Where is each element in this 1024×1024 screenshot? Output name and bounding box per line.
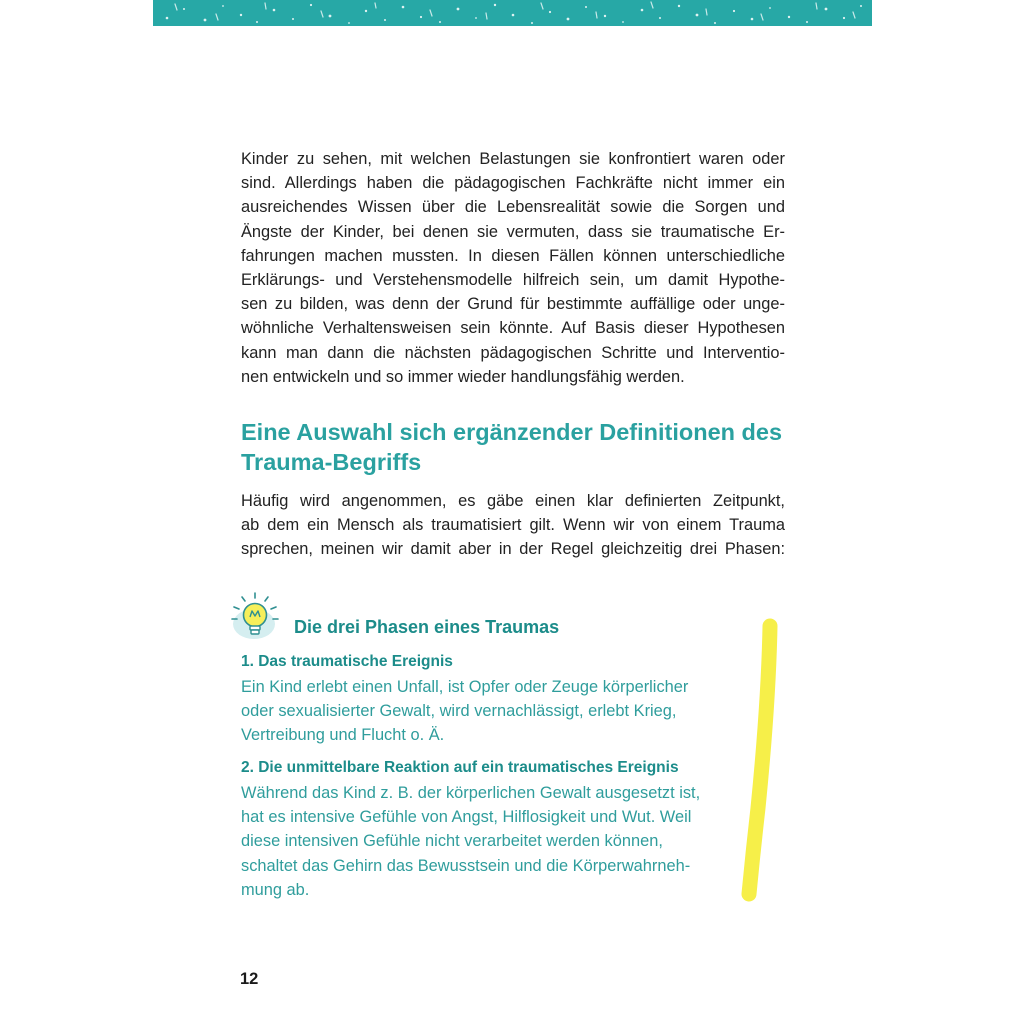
section-heading — [241, 417, 801, 477]
intro-paragraph — [241, 147, 785, 389]
section-heading-line: Trauma-Begriffs — [241, 449, 422, 475]
section-heading-line: Eine Auswahl sich ergänzender Definitionen des — [241, 419, 783, 445]
phase-title: 1. Das traumatische Ereignis — [241, 653, 453, 670]
highlight-marker-stroke — [736, 618, 786, 903]
intro-line: kann man dann die nächsten pädagogischen Schritte und Interventio- — [241, 343, 785, 362]
section-paragraph-line: Häufig wird angenommen, es gäbe einen klar definierten Zeitpunkt, — [241, 492, 785, 510]
intro-line: ausreichendes Wissen über die Lebensrealität sowie die Sorgen und — [241, 198, 785, 217]
section-paragraph-line: ab dem ein Mensch als traumatisiert gilt. Wenn wir von einem Trauma — [241, 516, 785, 535]
lightbulb-icon — [226, 590, 284, 646]
banner-speckle-pattern — [153, 0, 872, 26]
top-banner — [153, 0, 872, 26]
phase-text-line: oder sexualisierter Gewalt, wird vernachlässigt, erlebt Krieg, — [241, 702, 677, 721]
phase-text-line: schaltet das Gehirn das Bewusstsein und die Körperwahrneh- — [241, 856, 691, 875]
phase-text — [241, 781, 741, 902]
phase-text-line: Ein Kind erlebt einen Unfall, ist Opfer oder Zeuge körperlicher — [241, 678, 689, 696]
intro-line: Erklärungs- und Verstehensmodelle hilfreich sein, um damit Hypothe- — [241, 271, 785, 290]
intro-line: wöhnliche Verhaltensweisen sein könnte. Auf Basis dieser Hypothesen — [241, 319, 785, 338]
phase-item-2 — [241, 757, 741, 902]
intro-line: Kinder zu sehen, mit welchen Belastungen sie konfrontiert waren oder — [241, 150, 785, 168]
section-paragraph — [241, 489, 785, 562]
phase-text — [241, 675, 741, 748]
phase-text-line: mung ab. — [241, 880, 310, 899]
phase-text-line: hat es intensive Gefühle von Angst, Hilflosigkeit und Wut. Weil — [241, 808, 692, 827]
phase-item-1 — [241, 651, 741, 748]
intro-line: sen zu bilden, was denn der Grund für bestimmte auffällige oder unge- — [241, 295, 785, 314]
phase-text-line: diese intensiven Gefühle nicht verarbeitet werden können, — [241, 832, 663, 851]
intro-line: nen entwickeln und so immer wieder handlungsfähig werden. — [241, 367, 685, 386]
phase-text-line: Vertreibung und Flucht o. Ä. — [241, 726, 445, 745]
section-paragraph-line: sprechen, meinen wir damit aber in der Regel gleichzeitig drei Phasen: — [241, 540, 785, 559]
phase-text-line: Während das Kind z. B. der körperlichen Gewalt ausgesetzt ist, — [241, 784, 701, 802]
info-box-title: Die drei Phasen eines Traumas — [294, 617, 560, 637]
intro-line: sind. Allerdings haben die pädagogischen Fachkräfte nicht immer ein — [241, 174, 785, 193]
intro-line: Ängste der Kinder, bei denen sie vermuten, dass sie traumatische Er- — [241, 222, 785, 241]
phase-title: 2. Die unmittelbare Reaktion auf ein traumatisches Ereignis — [241, 759, 679, 776]
page-number: 12 — [240, 970, 259, 988]
intro-line: fahrungen machen mussten. In diesen Fällen können unterschiedliche — [241, 246, 785, 265]
